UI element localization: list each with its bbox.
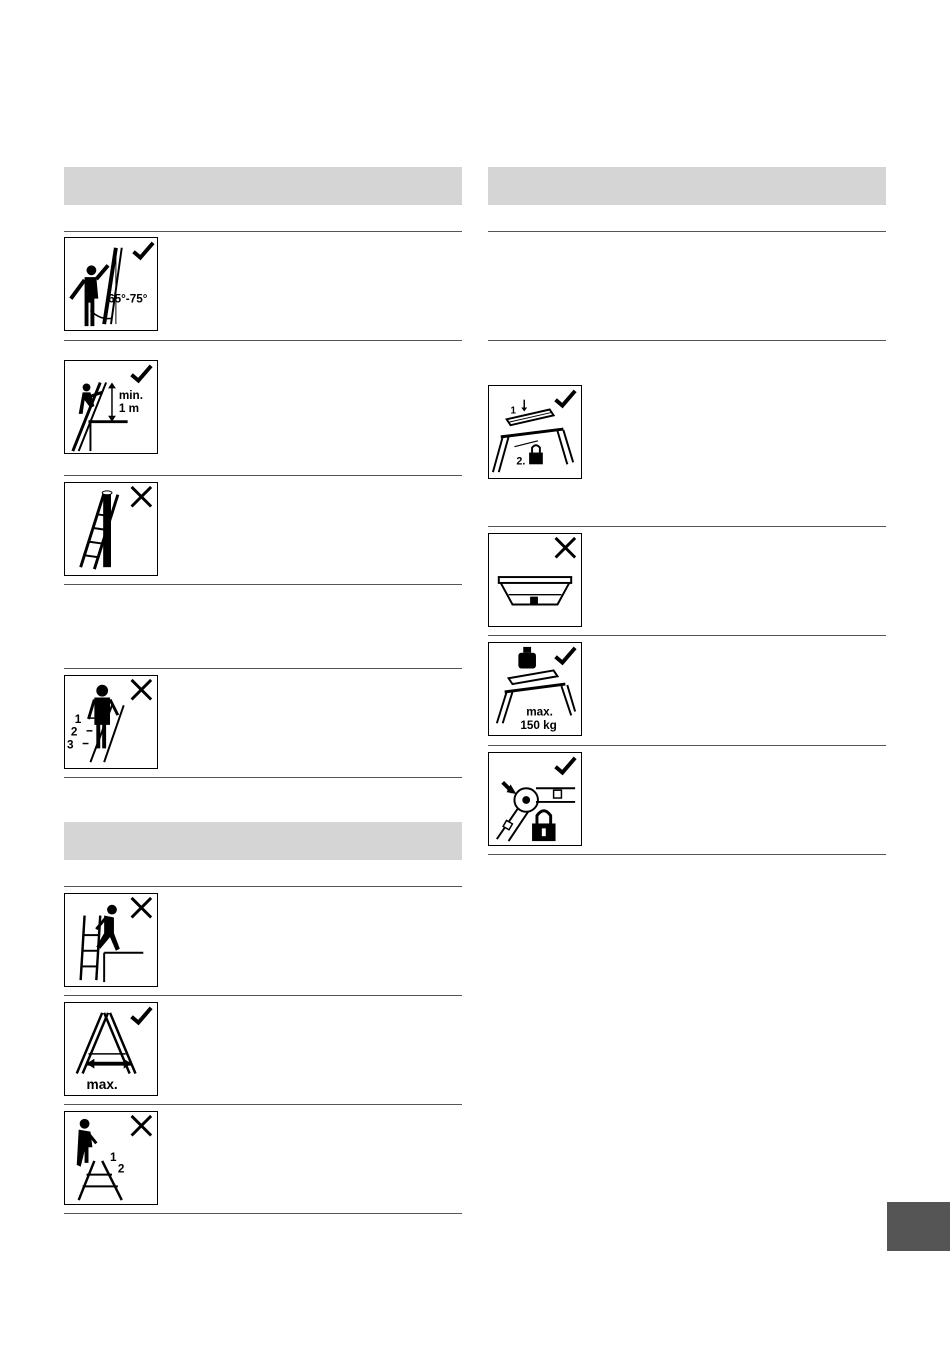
stepladder-spread-pictogram xyxy=(64,1002,158,1096)
divider-rule xyxy=(488,340,886,341)
hinge-lock-icon xyxy=(489,753,581,845)
lock-step-2: 2. xyxy=(516,455,526,468)
divider-rule xyxy=(488,526,886,527)
divider-rule xyxy=(64,1104,462,1105)
ladder-tied-icon xyxy=(65,483,157,575)
overhang-label-line2: 1 m xyxy=(118,401,140,415)
divider-rule xyxy=(64,995,462,996)
divider-rule xyxy=(64,584,462,585)
ladder-step-off-icon xyxy=(65,894,157,986)
platform-wrong-icon xyxy=(489,534,581,626)
step-1: 1 xyxy=(110,1150,117,1164)
overhang-label-line1: min. xyxy=(118,389,143,403)
ladder-top-rungs-pictogram xyxy=(64,675,158,769)
divider-rule xyxy=(488,231,886,232)
platform-load-pictogram xyxy=(488,642,582,736)
divider-rule xyxy=(64,475,462,476)
divider-rule xyxy=(64,668,462,669)
chapter-side-tab xyxy=(887,1202,950,1251)
platform-load-icon xyxy=(489,643,581,735)
step-2: 2 xyxy=(117,1162,125,1176)
ladder-tied-pictogram xyxy=(64,482,158,576)
ladder-overhang-pictogram xyxy=(64,360,158,454)
rung-2: 2 xyxy=(70,725,78,739)
platform-lock-pictogram xyxy=(488,385,582,479)
ladder-angle-icon xyxy=(65,238,157,330)
hinge-lock-pictogram xyxy=(488,752,582,846)
ladder-overhang-icon xyxy=(65,361,157,453)
section-header-band-right-top xyxy=(488,167,886,205)
rung-3: 3 xyxy=(66,738,74,752)
angle-label: 65°-75° xyxy=(108,292,148,306)
stepladder-top-icon xyxy=(65,1112,157,1204)
section-header-band-left-top xyxy=(64,167,462,205)
ladder-step-off-pictogram xyxy=(64,893,158,987)
section-header-band-left-bottom xyxy=(64,822,462,860)
rung-1: 1 xyxy=(74,712,82,726)
divider-rule xyxy=(488,854,886,855)
divider-rule xyxy=(488,635,886,636)
stepladder-spread-icon xyxy=(65,1003,157,1095)
ladder-angle-pictogram xyxy=(64,237,158,331)
platform-lock-icon xyxy=(489,386,581,478)
spread-label: max. xyxy=(86,1077,118,1093)
stepladder-top-pictogram xyxy=(64,1111,158,1205)
divider-rule xyxy=(64,886,462,887)
lock-step-1: 1 xyxy=(510,405,516,417)
divider-rule xyxy=(64,340,462,341)
divider-rule xyxy=(64,1213,462,1214)
load-label-line1: max. xyxy=(526,705,553,719)
divider-rule xyxy=(64,777,462,778)
load-label-line2: 150 kg xyxy=(520,719,557,733)
platform-wrong-pictogram xyxy=(488,533,582,627)
divider-rule xyxy=(488,745,886,746)
divider-rule xyxy=(64,231,462,232)
ladder-top-rungs-icon xyxy=(65,676,157,768)
